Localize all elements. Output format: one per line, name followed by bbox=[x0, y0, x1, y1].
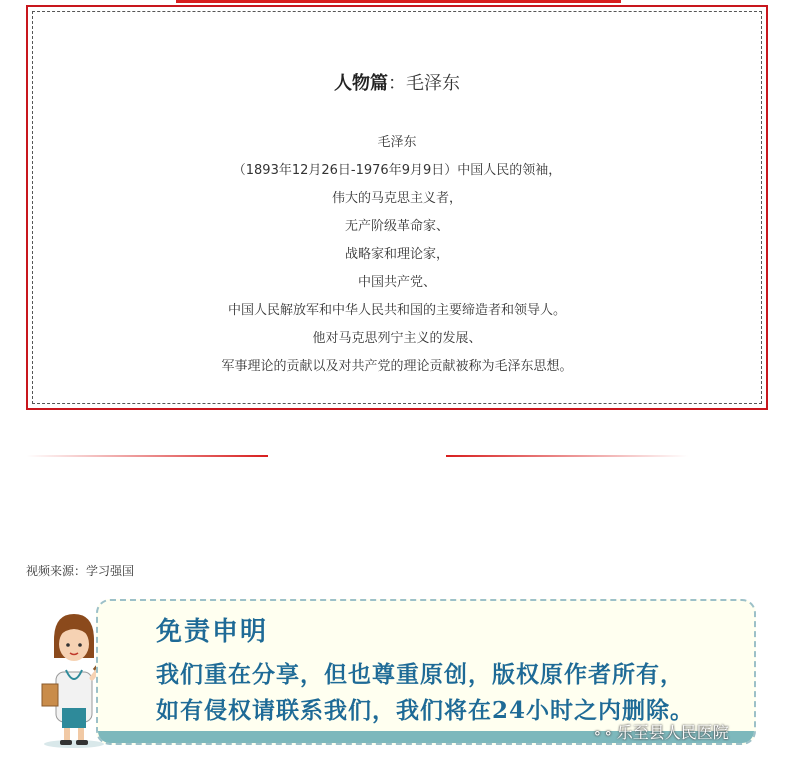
biography-title-separator: ： bbox=[388, 73, 406, 94]
biography-line: 战略家和理论家， bbox=[344, 247, 449, 262]
account-watermark bbox=[592, 720, 729, 743]
biography-line: （1893年12月26日-1976年9月9日）中国人民的领袖， bbox=[232, 163, 562, 178]
biography-line: 中国共产党、 bbox=[357, 275, 436, 290]
biography-card bbox=[26, 5, 768, 410]
disclaimer-line: 我们重在分享，但也尊重原创，版权原作者所有， bbox=[156, 661, 684, 688]
biography-line: 他对马克思列宁主义的发展、 bbox=[312, 331, 482, 346]
divider-right bbox=[446, 455, 688, 457]
biography-line: 军事理论的贡献以及对共产党的理论贡献被称为毛泽东思想。 bbox=[221, 359, 573, 374]
biography-title-category: 人物篇 bbox=[334, 73, 388, 94]
biography-line: 无产阶级革命家、 bbox=[344, 219, 449, 234]
biography-title-name: 毛泽东 bbox=[406, 73, 460, 94]
video-source-text: 视频来源：学习强国 bbox=[26, 564, 135, 578]
biography-line: 伟大的马克思主义者， bbox=[331, 191, 462, 206]
watermark-text: 乐至县人民医院 bbox=[616, 723, 729, 742]
biography-text bbox=[28, 129, 766, 381]
disclaimer-title: 免责申明 bbox=[156, 617, 269, 647]
divider-left bbox=[26, 455, 268, 457]
biography-line: 中国人民解放军和中华人民共和国的主要缔造者和领导人。 bbox=[227, 303, 566, 318]
disclaimer-line: 如有侵权请联系我们，我们将在24小时之内删除。 bbox=[156, 697, 695, 724]
biography-line: 毛泽东 bbox=[377, 135, 417, 150]
top-accent-bar bbox=[176, 0, 621, 3]
biography-title bbox=[28, 69, 766, 95]
wechat-icon: ⚬⚬ bbox=[592, 727, 614, 742]
